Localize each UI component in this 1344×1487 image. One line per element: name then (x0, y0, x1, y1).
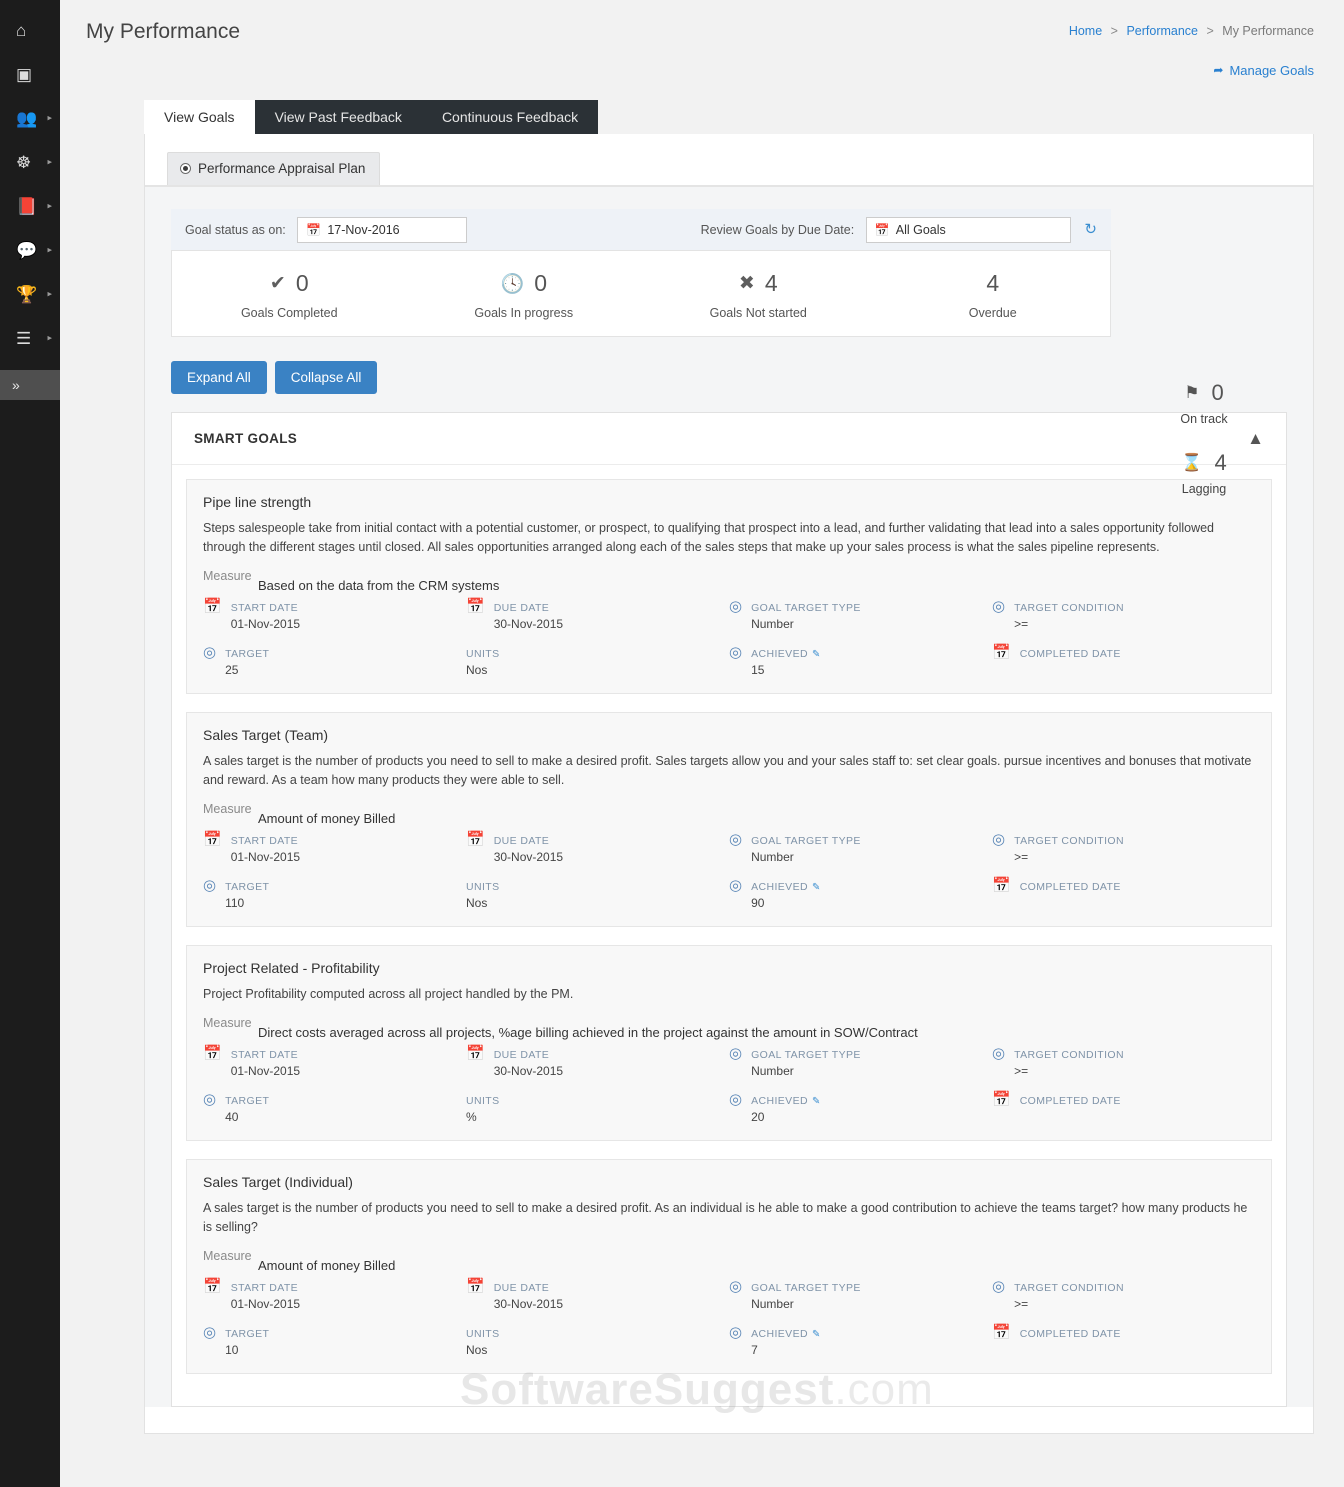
edit-icon[interactable]: ✎ (811, 1096, 821, 1107)
meta-key: TARGET CONDITION (1014, 1049, 1124, 1061)
chevron-right-icon: ▸ (47, 244, 52, 255)
flag-icon: ⚑ (1184, 383, 1200, 402)
goal-card (186, 479, 1272, 694)
sidebar-item-employees[interactable] (0, 96, 60, 140)
meta-key: TARGET (225, 881, 270, 893)
side-stat-lagging (1129, 450, 1279, 496)
chevron-double-right-icon: » (12, 377, 20, 393)
meta-value: 7 (751, 1343, 758, 1357)
smart-goals-section (171, 412, 1287, 1407)
subtab-label: Performance Appraisal Plan (198, 161, 366, 176)
meta-goal-target-type (729, 1046, 992, 1078)
side-stat-value: 0 (1211, 380, 1224, 405)
meta-key: COMPLETED DATE (1019, 1328, 1121, 1340)
meta-value: 30-Nov-2015 (493, 850, 564, 864)
calendar-icon: 📅 (466, 1278, 485, 1295)
stat-value: 0 (534, 270, 547, 296)
meta-key: START DATE (230, 835, 299, 847)
meta-target-condition (992, 832, 1255, 864)
chevron-right-icon: ▸ (47, 156, 52, 167)
sidebar-item-dashboard[interactable] (0, 52, 60, 96)
meta-value: 30-Nov-2015 (493, 617, 564, 631)
page-title: My Performance (86, 20, 241, 43)
sidebar (0, 0, 60, 1487)
target-icon: ◎ (203, 644, 217, 661)
meta-goal-target-type (729, 832, 992, 864)
meta-target (203, 645, 466, 677)
meta-key: ACHIEVED (751, 1328, 808, 1340)
meta-key: ACHIEVED (751, 648, 808, 660)
meta-key: ACHIEVED (751, 1095, 808, 1107)
check-icon: ✔ (269, 273, 286, 294)
main-content (60, 0, 1344, 1487)
meta-completed-date (992, 645, 1255, 677)
clock-icon: 🕓 (500, 273, 525, 295)
stat-label: Goals In progress (474, 305, 574, 320)
meta-value: >= (1014, 850, 1029, 864)
goal-description: A sales target is the number of products you need to sell to make a desired profit. As an individual is he able to make a good contribution to achieve the teams target? how many products he is selling? (203, 1201, 1248, 1234)
goal-meta-grid (203, 1279, 1255, 1357)
target-icon: ◎ (203, 1324, 217, 1341)
subtab-performance-appraisal-plan[interactable] (167, 152, 380, 185)
sidebar-item-home[interactable] (0, 8, 60, 52)
breadcrumb-home[interactable]: Home (1068, 24, 1103, 38)
goal-card (186, 1159, 1272, 1374)
target-icon: ◎ (729, 1091, 743, 1108)
meta-key: START DATE (230, 602, 299, 614)
measure-label: Measure (203, 569, 252, 583)
meta-key: ACHIEVED (751, 881, 808, 893)
target-icon: ◎ (729, 1045, 743, 1062)
meta-key: DUE DATE (493, 602, 550, 614)
edit-icon[interactable]: ✎ (811, 649, 821, 660)
chevron-right-icon: ▸ (47, 332, 52, 343)
meta-completed-date (992, 1092, 1255, 1124)
side-stat-label: Lagging (1181, 482, 1227, 496)
meta-value: 01-Nov-2015 (230, 1297, 301, 1311)
breadcrumb-current: My Performance (1222, 24, 1314, 38)
meta-value: 01-Nov-2015 (230, 1064, 301, 1078)
reports-icon: 📕 (16, 196, 38, 216)
calendar-icon: 📅 (203, 1045, 222, 1062)
measure-value: Direct costs averaged across all projects, %age billing achieved in the project against the amount in SOW/Contract (258, 1025, 918, 1040)
meta-due-date (466, 1046, 729, 1078)
refresh-icon[interactable]: ↻ (1084, 220, 1097, 238)
goal-measure (203, 1249, 1255, 1273)
stat-label: Goals Completed (240, 305, 338, 320)
home-icon: ⌂ (16, 20, 27, 40)
calendar-icon: 📅 (992, 877, 1011, 894)
employees-icon: 👥 (16, 108, 38, 128)
meta-target (203, 1325, 466, 1357)
sidebar-item-documents[interactable] (0, 316, 60, 360)
goal-status-group (185, 217, 467, 243)
goal-card (186, 945, 1272, 1141)
calendar-icon: 📅 (992, 1324, 1011, 1341)
sub-tab-bar (145, 134, 1313, 186)
meta-key: UNITS (466, 1095, 500, 1107)
chat-icon: 💬 (16, 240, 38, 260)
goal-measure (203, 569, 1255, 593)
calendar-icon: 📅 (466, 598, 485, 615)
meta-value: 10 (225, 1343, 239, 1357)
manage-goals-label: Manage Goals (1229, 62, 1314, 78)
goal-description: A sales target is the number of products you need to sell to make a desired profit. Sales targets allow you and your sales staff to: set clear goals. pursue incentives and bonuses that motivate and reward. As a team how many products they were able to sell. (203, 754, 1252, 787)
meta-key: GOAL TARGET TYPE (751, 835, 861, 847)
meta-goal-target-type (729, 1279, 992, 1311)
review-due-date-select[interactable] (866, 217, 1071, 243)
meta-achieved (729, 645, 992, 677)
target-icon: ◎ (729, 831, 743, 848)
stat-value: 4 (986, 270, 1000, 296)
calendar-icon: 📅 (203, 1278, 222, 1295)
target-icon: ◎ (992, 831, 1006, 848)
meta-value: >= (1014, 1064, 1029, 1078)
goal-status-label: Goal status as on: (185, 222, 286, 237)
target-icon: ◎ (729, 644, 743, 661)
chevron-right-icon: ▸ (47, 200, 52, 211)
goal-title: Sales Target (Individual) (203, 1174, 353, 1190)
radio-icon (180, 163, 191, 174)
meta-value: 25 (225, 663, 239, 677)
collapse-all-button[interactable]: Collapse All (275, 361, 378, 394)
meta-value: % (466, 1110, 477, 1124)
meta-start-date (203, 832, 466, 864)
meta-value: 20 (751, 1110, 765, 1124)
smart-goals-header[interactable] (172, 413, 1286, 465)
meta-key: UNITS (466, 648, 500, 660)
status-summary (171, 209, 1111, 337)
side-stat-value: 4 (1214, 450, 1227, 475)
calendar-icon: 📅 (203, 598, 222, 615)
meta-key: UNITS (466, 1328, 500, 1340)
stat-overdue (876, 268, 1111, 320)
chevron-right-icon: ▸ (47, 288, 52, 299)
meta-value: Number (751, 850, 794, 864)
target-icon: ◎ (729, 598, 743, 615)
chevron-right-icon: ▸ (47, 112, 52, 123)
meta-key: TARGET (225, 1328, 270, 1340)
tab-view-goals[interactable]: View Goals (144, 100, 255, 134)
meta-value: 30-Nov-2015 (493, 1297, 564, 1311)
calendar-icon: 📅 (306, 222, 322, 237)
meta-value: 30-Nov-2015 (493, 1064, 564, 1078)
meta-value: >= (1014, 1297, 1029, 1311)
sidebar-collapse-toggle[interactable] (0, 370, 60, 400)
meta-value: 15 (751, 663, 765, 677)
meta-key: GOAL TARGET TYPE (751, 1282, 861, 1294)
meta-value: 110 (225, 896, 245, 910)
target-icon: ◎ (992, 1278, 1006, 1295)
meta-start-date (203, 1279, 466, 1311)
goal-filters (171, 209, 1111, 251)
watermark-brand: SoftwareSuggest (460, 1365, 835, 1414)
goal-meta-grid (203, 599, 1255, 677)
breadcrumb-separator: > (1110, 24, 1118, 38)
dashboard-icon: ▣ (16, 64, 33, 84)
organization-icon: ☸ (16, 152, 32, 172)
target-icon: ◎ (729, 1278, 743, 1295)
measure-value: Amount of money Billed (258, 811, 396, 826)
meta-completed-date (992, 1325, 1255, 1357)
sidebar-item-organization[interactable] (0, 140, 60, 184)
goal-description: Project Profitability computed across all project handled by the PM. (203, 987, 574, 1001)
meta-goal-target-type (729, 599, 992, 631)
meta-value: 40 (225, 1110, 239, 1124)
target-icon: ◎ (992, 598, 1006, 615)
stat-value: 4 (764, 270, 778, 296)
goal-list (172, 465, 1286, 1406)
meta-value: Nos (466, 896, 488, 910)
meta-key: TARGET CONDITION (1014, 835, 1124, 847)
goal-title: Sales Target (Team) (203, 727, 329, 743)
meta-value: 90 (751, 896, 765, 910)
breadcrumb-performance[interactable]: Performance (1126, 24, 1199, 38)
goal-description: Steps salespeople take from initial contact with a potential customer, or prospect, to qualifying that prospect into a lead, and further validating that lead into a sales opportunity followed through the different stages until closed. All sales opportunities arranged along each of the sales steps that make up your sales process is what the sales pipeline represents. (203, 521, 1215, 554)
meta-due-date (466, 599, 729, 631)
goal-measure (203, 802, 1255, 826)
arrow-right-icon: ➦ (1213, 63, 1224, 77)
goal-card (186, 712, 1272, 927)
review-due-date-group (701, 217, 1097, 243)
edit-icon[interactable]: ✎ (811, 1329, 821, 1340)
meta-units (466, 1092, 729, 1124)
measure-label: Measure (203, 1016, 252, 1030)
meta-target (203, 878, 466, 910)
tab-continuous-feedback[interactable]: Continuous Feedback (422, 100, 598, 134)
sidebar-item-performance[interactable] (0, 272, 60, 316)
section-title: SMART GOALS (194, 431, 298, 446)
manage-goals-row (60, 62, 1344, 86)
meta-key: TARGET CONDITION (1014, 1282, 1124, 1294)
calendar-icon: 📅 (992, 644, 1011, 661)
tab-view-past-feedback[interactable]: View Past Feedback (255, 100, 422, 134)
meta-target-condition (992, 1046, 1255, 1078)
meta-key: TARGET CONDITION (1014, 602, 1124, 614)
meta-key: TARGET (225, 1095, 270, 1107)
target-icon: ◎ (992, 1045, 1006, 1062)
stat-value: 0 (295, 270, 309, 296)
tab-panel (144, 134, 1314, 1434)
meta-units (466, 1325, 729, 1357)
meta-value: Number (751, 1064, 794, 1078)
edit-icon[interactable]: ✎ (811, 882, 821, 893)
breadcrumb (1069, 24, 1314, 38)
meta-key: COMPLETED DATE (1019, 648, 1121, 660)
meta-due-date (466, 1279, 729, 1311)
meta-achieved (729, 1325, 992, 1357)
stats-row (171, 251, 1111, 337)
top-bar (60, 0, 1344, 62)
goal-status-date-value: 17-Nov-2016 (327, 222, 400, 237)
tab-bar (144, 100, 1344, 134)
measure-label: Measure (203, 802, 252, 816)
goal-title: Pipe line strength (203, 494, 312, 510)
goal-actions (171, 361, 1287, 394)
sidebar-item-messages[interactable] (0, 228, 60, 272)
meta-achieved (729, 1092, 992, 1124)
meta-start-date (203, 599, 466, 631)
meta-due-date (466, 832, 729, 864)
calendar-icon: 📅 (466, 831, 485, 848)
meta-key: START DATE (230, 1282, 299, 1294)
calendar-icon: 📅 (203, 831, 222, 848)
chevron-up-icon[interactable]: ▲ (1247, 428, 1264, 448)
meta-target-condition (992, 599, 1255, 631)
meta-key: UNITS (466, 881, 500, 893)
meta-key: COMPLETED DATE (1019, 881, 1121, 893)
meta-key: GOAL TARGET TYPE (751, 1049, 861, 1061)
meta-value: Nos (466, 1343, 488, 1357)
goal-title: Project Related - Profitability (203, 960, 380, 976)
side-stat-label: On track (1180, 412, 1228, 426)
review-due-date-value: All Goals (895, 222, 946, 237)
manage-goals-link[interactable] (1213, 63, 1314, 78)
goal-meta-grid (203, 1046, 1255, 1124)
goal-measure (203, 1016, 1255, 1040)
watermark-suffix: .com (834, 1365, 934, 1414)
target-icon: ◎ (729, 1324, 743, 1341)
meta-key: TARGET (225, 648, 270, 660)
meta-value: >= (1014, 617, 1029, 631)
target-icon: ◎ (729, 877, 743, 894)
stat-goals-in-progress (407, 268, 642, 320)
documents-icon: ☰ (16, 328, 32, 348)
meta-key: COMPLETED DATE (1019, 1095, 1121, 1107)
meta-key: DUE DATE (493, 1282, 550, 1294)
review-due-date-label: Review Goals by Due Date: (700, 222, 855, 237)
measure-label: Measure (203, 1249, 252, 1263)
meta-value: 01-Nov-2015 (230, 850, 301, 864)
trophy-icon: 🏆 (16, 284, 38, 304)
goal-status-date-input[interactable] (297, 217, 467, 243)
hourglass-icon: ⌛ (1181, 453, 1203, 472)
stat-label: Goals Not started (709, 305, 807, 320)
meta-target-condition (992, 1279, 1255, 1311)
sidebar-item-reports[interactable] (0, 184, 60, 228)
cross-icon: ✖ (738, 273, 755, 294)
meta-value: Number (751, 1297, 794, 1311)
meta-value: Number (751, 617, 794, 631)
meta-completed-date (992, 878, 1255, 910)
meta-key: GOAL TARGET TYPE (751, 602, 861, 614)
target-icon: ◎ (203, 1091, 217, 1108)
meta-key: START DATE (230, 1049, 299, 1061)
target-icon: ◎ (203, 877, 217, 894)
goals-content (145, 186, 1313, 1407)
side-stat-on-track (1129, 380, 1279, 426)
meta-value: 01-Nov-2015 (230, 617, 301, 631)
calendar-icon: 📅 (466, 1045, 485, 1062)
meta-units (466, 645, 729, 677)
calendar-icon: 📅 (992, 1091, 1011, 1108)
meta-start-date (203, 1046, 466, 1078)
goal-meta-grid (203, 832, 1255, 910)
measure-value: Amount of money Billed (258, 1258, 396, 1273)
measure-value: Based on the data from the CRM systems (258, 578, 500, 593)
meta-units (466, 878, 729, 910)
stat-goals-not-started (641, 268, 876, 320)
expand-all-button[interactable]: Expand All (171, 361, 267, 394)
meta-value: Nos (466, 663, 488, 677)
meta-key: DUE DATE (493, 1049, 550, 1061)
stat-goals-completed (172, 268, 407, 320)
meta-key: DUE DATE (493, 835, 550, 847)
meta-target (203, 1092, 466, 1124)
stat-label: Overdue (968, 305, 1017, 320)
calendar-icon: 📅 (874, 222, 890, 237)
breadcrumb-separator: > (1206, 24, 1214, 38)
side-stats (1129, 380, 1279, 520)
meta-achieved (729, 878, 992, 910)
